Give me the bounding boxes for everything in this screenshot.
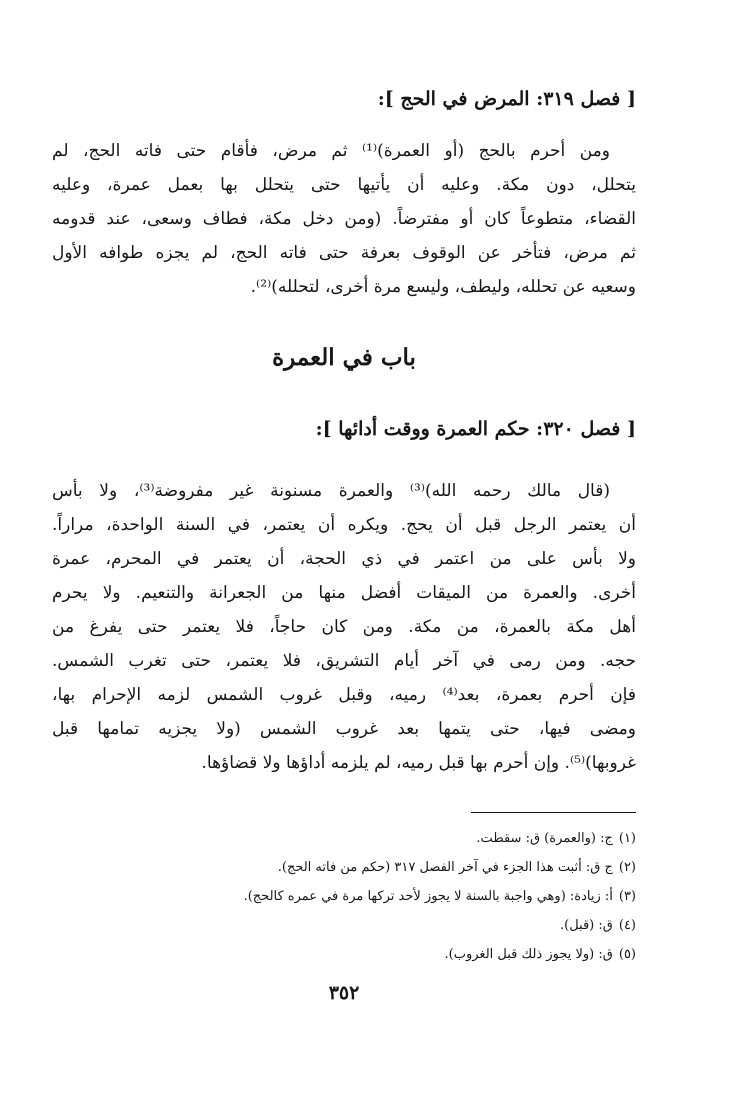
footnote-text: ق: (ولا يجوز ذلك قبل الغروب). <box>444 947 613 962</box>
footnote-text: ج ق: أثبت هذا الجزء في آخر الفصل ٣١٧ (حكم من فاته الحج). <box>277 860 613 875</box>
footnote-separator <box>471 812 636 813</box>
text-line: ومن أحرم بالحج (أو العمرة)⁽¹⁾ ثم مرض، فأقام حتى فاته الحج، لم <box>52 141 610 161</box>
chapter-title: باب في العمرة <box>272 344 416 371</box>
text-line: فإن أحرم بعمرة، بعد⁽⁴⁾ رميه، وقبل غروب الشمس لزمه الإحرام بها، <box>52 685 636 705</box>
paragraph-illness-in-hajj <box>52 134 636 304</box>
section-heading-319: [ فصل ٣١٩: المرض في الحج ]: <box>377 88 636 110</box>
text-line: ولا بأس على من اعتمر في ذي الحجة، أن يعتمر في المحرم، عمرة <box>52 549 636 569</box>
footnote-text: ج: (والعمرة) ق: سقطت. <box>476 831 613 846</box>
footnotes <box>52 824 636 969</box>
text-line: ثم مرض، فتأخر عن الوقوف بعرفة حتى فاته الحج، لم يجزه طوافه الأول <box>52 243 636 263</box>
text-line: أهل مكة بالعمرة، من مكة. ومن كان حاجاً، فلا يعتمر حتى يفرغ من <box>52 617 636 637</box>
text-line: أخرى. والعمرة من الميقات أفضل منها من الجعرانة والتنعيم. ولا يحرم <box>52 583 636 603</box>
text-line: (قال مالك رحمه الله)⁽³⁾ والعمرة مسنونة غير مفروضة⁽³⁾، ولا بأس <box>52 481 610 501</box>
footnote-number: (٢) <box>618 860 636 875</box>
text-line: أن يعتمر الرجل قبل أن يحج. ويكره أن يعتمر، في السنة الواحدة، مراراً. <box>52 515 636 535</box>
footnote-item <box>52 911 636 940</box>
footnote-item <box>52 853 636 882</box>
footnote-number: (٤) <box>618 918 636 933</box>
footnote-item <box>52 882 636 911</box>
text-line: يتحلل، دون مكة. وعليه أن يأتيها حتى يتحلل بها بعمل عمرة، وعليه <box>52 175 636 195</box>
footnote-text: أ: زيادة: (وهي واجبة بالسنة لا يجوز لأحد تركها مرة في عمره كالحج). <box>243 889 613 904</box>
footnote-number: (١) <box>618 831 636 846</box>
page-number: ٣٥٢ <box>328 982 360 1004</box>
text-line: غروبها)⁽⁵⁾. وإن أحرم بها قبل رميه، لم يلزمه أداؤها ولا قضاؤها. <box>201 753 636 773</box>
section-heading-320: [ فصل ٣٢٠: حكم العمرة ووقت أدائها ]: <box>315 418 636 440</box>
footnote-item <box>52 940 636 969</box>
footnote-number: (٥) <box>618 947 636 962</box>
paragraph-umrah-ruling <box>52 474 636 780</box>
footnote-text: ق: (قبل). <box>560 918 613 933</box>
footnote-number: (٣) <box>618 889 636 904</box>
footnote-item <box>52 824 636 853</box>
text-line: ومضى فيها، حتى يتمها بعد غروب الشمس (ولا يجزيه تمامها قبل <box>52 719 636 739</box>
text-line: القضاء، متطوعاً كان أو مفترضاً. (ومن دخل مكة، فطاف وسعى، عند قدومه <box>52 209 636 229</box>
text-line: وسعيه عن تحلله، وليطف، وليسع مرة أخرى، لتحلله)⁽²⁾. <box>250 277 636 297</box>
book-page <box>52 0 636 1101</box>
text-line: حجه. ومن رمى في آخر أيام التشريق، فلا يعتمر، حتى تغرب الشمس. <box>52 651 636 671</box>
